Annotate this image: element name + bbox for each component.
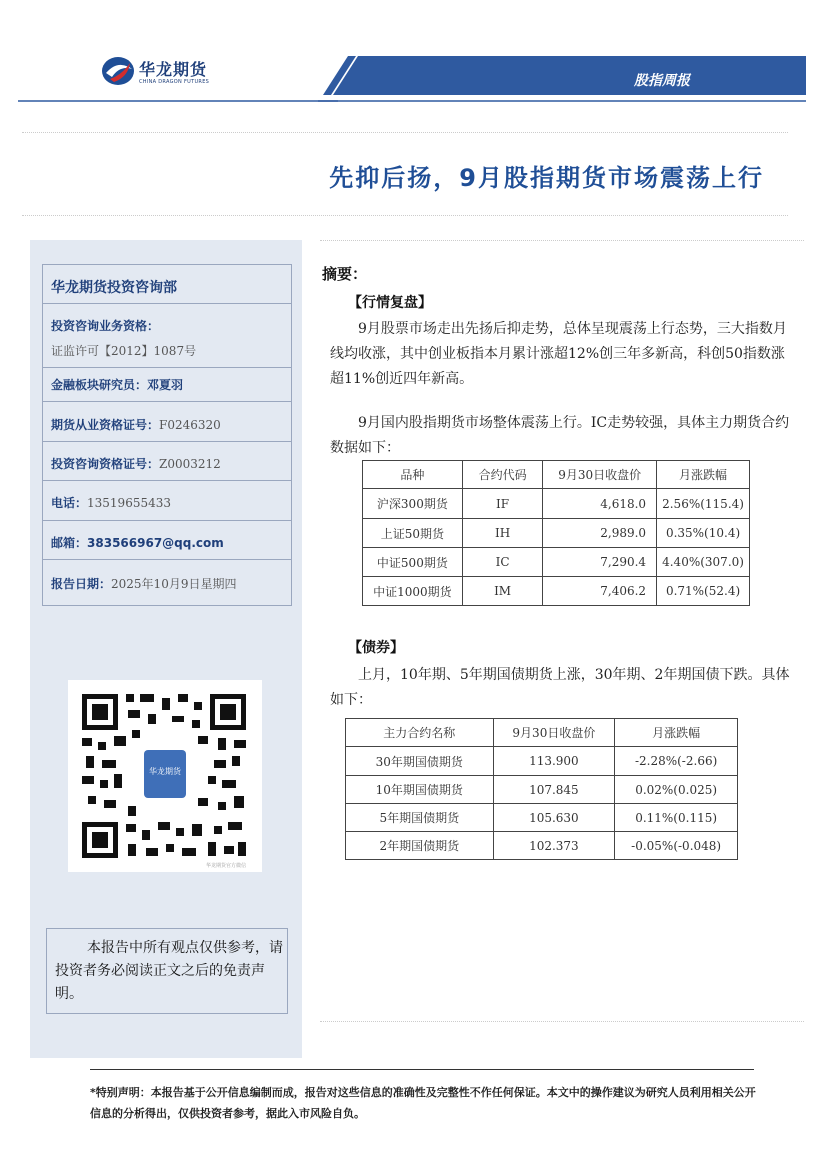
table-row [346,804,738,832]
divider [43,480,291,481]
table-cell: 7,290.4 [543,548,657,577]
table-header-cell: 9月30日收盘价 [543,461,657,489]
table-row [363,577,750,606]
table-row [363,548,750,577]
table-row [346,832,738,860]
consult-cert-label: 投资咨询资格证号： [51,457,160,471]
qualification-label-text: 投资咨询业务资格： [51,319,160,333]
bond-heading: 【债券】 [348,640,404,656]
qr-center-label: 华龙期货 [149,767,181,776]
table-cell: 2.56%(115.4) [657,489,750,519]
table-cell: 4,618.0 [543,489,657,519]
table-cell: 102.373 [493,832,615,860]
qr-code-box [68,680,262,872]
abstract-heading: 摘要： [322,265,368,283]
table-cell: 113.900 [493,747,615,776]
email-label: 邮箱： [51,536,88,550]
table-header-cell: 主力合约名称 [346,719,494,747]
page-header [0,0,826,110]
company-logo-icon [100,55,136,87]
phone-label: 电话： [51,496,88,510]
table-cell: 中证500期货 [363,548,463,577]
futures-cert-label: 期货从业资格证号： [51,418,160,432]
email [51,534,224,551]
table-cell: 0.02%(0.025) [615,776,738,804]
bond-futures-table [345,718,738,860]
divider [43,401,291,402]
qr-caption: 华龙期货官方微信 [206,863,247,869]
futures-cert [51,416,221,433]
phone [51,494,171,511]
disclaimer-text: 本报告中所有观点仅供参考，请投资者务必阅读正文之后的免责声明。 [55,940,283,1002]
divider [43,520,291,521]
department-name [51,277,177,297]
table-cell: IH [462,519,543,548]
market-paragraph-1: 9月股票市场走出先扬后抑走势，总体呈现震荡上行态势，三大指数月线均收涨，其中创业板指本月累计涨超12%创三年多新高，科创50指数涨超11%创近四年新高。 [330,321,787,387]
table-cell: IC [462,548,543,577]
table-header-cell: 月涨跌幅 [615,719,738,747]
consult-cert [51,455,221,472]
table-cell: 7,406.2 [543,577,657,606]
table-cell: IM [462,577,543,606]
report-date-value: 2025年10月9日星期四 [111,577,237,591]
report-date [51,575,236,592]
report-date-label: 报告日期： [51,577,112,591]
logo-english-name: CHINA DRAGON FUTURES [139,79,210,85]
table-cell: 0.11%(0.115) [615,804,738,832]
stock-index-futures-table [362,460,750,606]
table-row [363,489,750,519]
researcher-label-text: 金融板块研究员：邓夏羽 [51,378,184,392]
divider [43,441,291,442]
footer-divider [90,1069,754,1070]
table-header-cell: 品种 [363,461,463,489]
table-header-row [363,461,750,489]
table-cell: 105.630 [493,804,615,832]
table-cell: 0.71%(52.4) [657,577,750,606]
table-cell: -0.05%(-0.048) [615,832,738,860]
table-row [363,519,750,548]
table-cell: 沪深300期货 [363,489,463,519]
table-cell: 2年期国债期货 [346,832,494,860]
table-header-cell: 月涨跌幅 [657,461,750,489]
divider [43,367,291,368]
footer-disclaimer: *特别声明：本报告基于公开信息编制而成，报告对这些信息的准确性及完整性不作任何保证。本文中的操作建议为研究人员利用相关公开信息的分析得出，仅供投资者参考，据此入市风险自负。 [90,1086,756,1120]
table-cell: -2.28%(-2.66) [615,747,738,776]
qualification-value: 证监许可【2012】1087号 [51,344,197,358]
table-cell: 0.35%(10.4) [657,519,750,548]
table-header-cell: 合约代码 [462,461,543,489]
table-cell: IF [462,489,543,519]
phone-value: 13519655433 [87,496,171,510]
divider [43,559,291,560]
market-paragraph-2: 9月国内股指期货市场整体震荡上行。IC走势较强，具体主力期货合约数据如下： [330,415,790,456]
table-row [346,747,738,776]
table-cell: 30年期国债期货 [346,747,494,776]
disclaimer-box [46,928,288,1014]
table-cell: 4.40%(307.0) [657,548,750,577]
divider [43,303,291,304]
table-cell: 107.845 [493,776,615,804]
consult-cert-value: Z0003212 [159,457,221,471]
table-header-cell: 9月30日收盘价 [493,719,615,747]
table-header-row [346,719,738,747]
logo-chinese-name: 华龙期货 [139,60,208,79]
report-type-tag: 股指周报 [634,73,690,89]
table-cell: 中证1000期货 [363,577,463,606]
table-cell: 上证50期货 [363,519,463,548]
futures-cert-value: F0246320 [159,418,221,432]
department-label: 华龙期货投资咨询部 [51,280,177,296]
page-title: 先抑后扬，9月股指期货市场震荡上行 [329,164,764,192]
researcher-name [51,376,183,393]
bond-paragraph: 上月，10年期、5年期国债期货上涨，30年期、2年期国债下跌。具体如下： [330,667,790,708]
analyst-info-box [42,264,292,606]
market-review-heading: 【行情复盘】 [348,295,432,311]
table-cell: 5年期国债期货 [346,804,494,832]
qualification-label [51,317,159,334]
table-cell: 2,989.0 [543,519,657,548]
email-value[interactable]: 383566967@qq.com [87,536,224,550]
table-cell: 10年期国债期货 [346,776,494,804]
table-row [346,776,738,804]
